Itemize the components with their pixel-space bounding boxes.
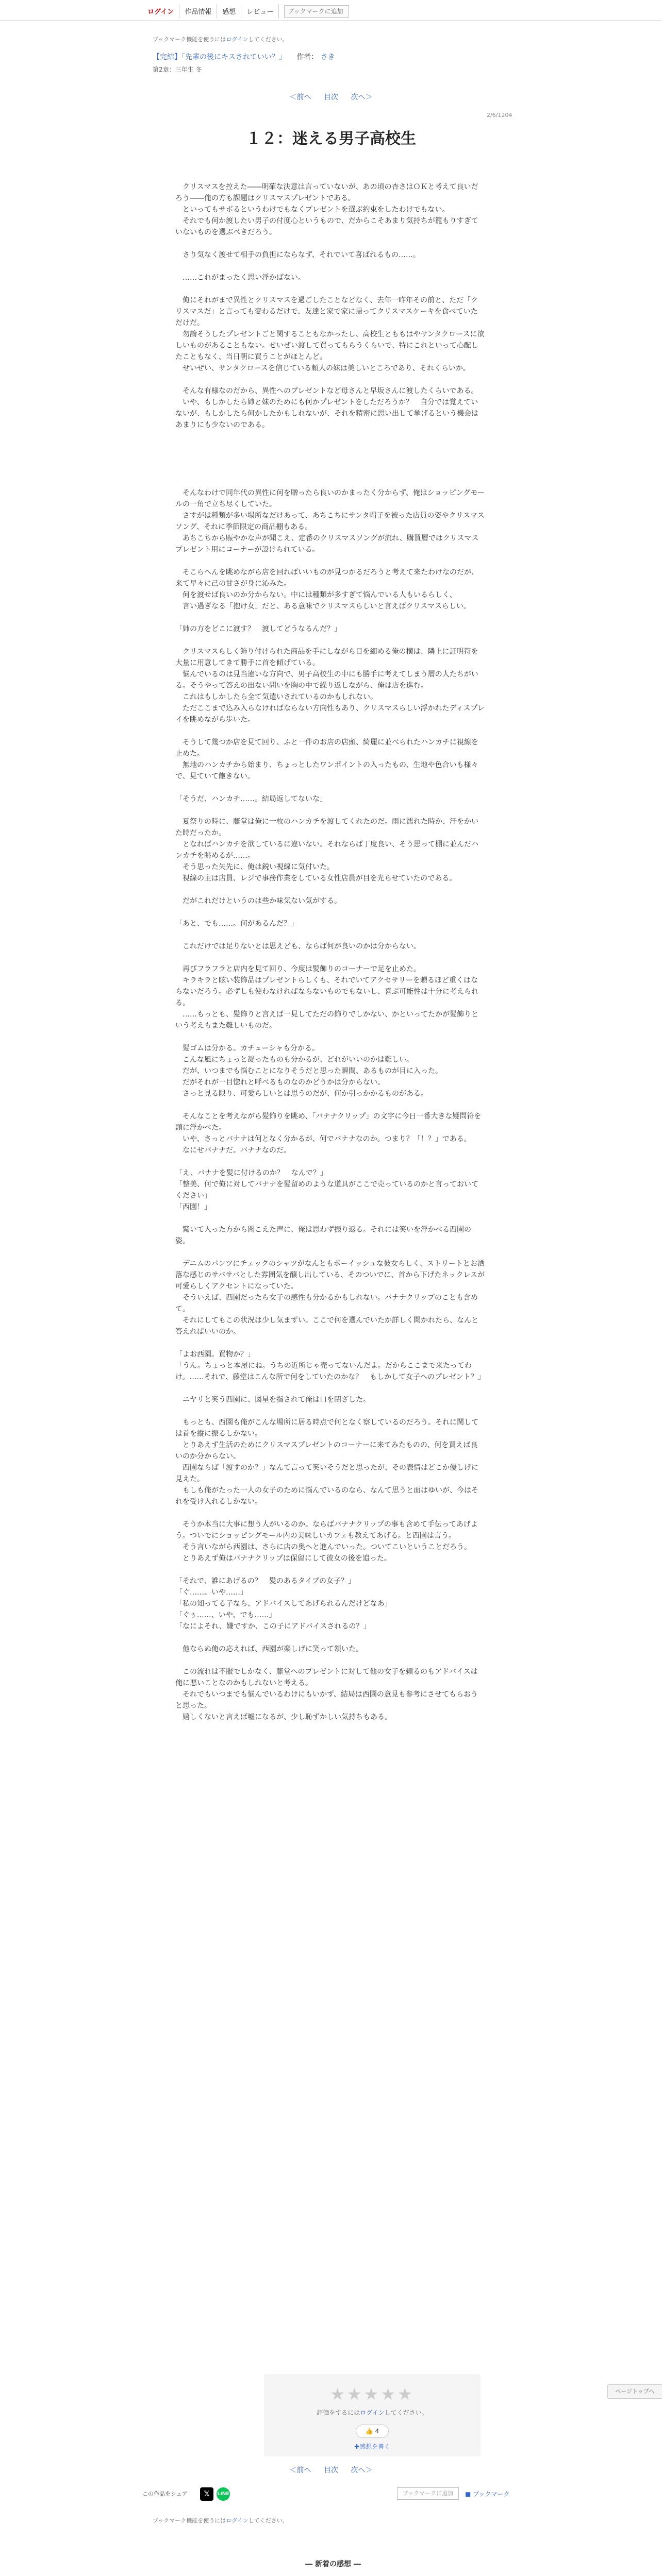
next-link[interactable]: 次へ＞ — [351, 93, 373, 101]
body-paragraph: 「姉の方をどこに渡す？ 渡してどうなるんだ？」 — [175, 625, 341, 633]
body-paragraph: クリスマスらしく飾り付けられた商品を手にしながら目を細める俺の横は、隣上に証明符を大量に用意してきて勝手に首を傾げている。 悩んでいるのは見当違いな方向で、男子高校生の中にも勝手に考えてしまう層の人たちがいる。そうやって答えの出ない問いを胸の中で繰り返しながら、俺は店を進む。 これはもしかしたら全て気遣いされているのかもしれない。 ただここまで込み入らなければならない方向性もあり、クリスマスらしい浮かれたディスプレイを眺めながら歩いた。 — [175, 648, 485, 724]
body-paragraph: 他ならぬ俺の応えれば、西園が楽しげに笑って頷いた。 — [175, 1645, 363, 1653]
body-paragraph: そうか本当に大事に想う人がいるのか。ならばバナナクリップの事も含めて手伝ってあげよう。ついでにショッピングモール内の美味しいカフェも教えてあげる。と西園は言う。 そう言いながら西園は、さらに店の奥へと進んでいった。ついてこいということだろう。 とりあえず俺はバナナクリップは保留にして彼女の後を追った。 — [175, 1520, 478, 1563]
bookmark-login-link[interactable]: ログイン — [226, 2517, 249, 2524]
body-paragraph: そうして幾つか店を見て回り、ふと一件のお店の店頭、綺麗に並べられたハンカチに視線を止めた。 無地のハンカチから始まり、ちょっとしたワンポイントの入ったもの、生地や色合いも様々で、見ていて飽きない。 — [175, 738, 478, 781]
body-paragraph: ニヤリと笑う西園に、図星を指されて俺は口を閉ざした。 — [175, 1396, 370, 1404]
toc-link[interactable]: 目次 — [324, 93, 338, 101]
next-link[interactable]: 次へ＞ — [351, 2466, 373, 2475]
rating-stars[interactable]: ★★★★★ — [330, 2384, 415, 2404]
review-section-title: ― 新着の感想 ― — [305, 2560, 361, 2568]
body-paragraph: 再びフラフラと店内を見て回り、今度は髪飾りのコーナーで足を止めた。 キラキラと眩い装飾品はプレゼントらしくも、それでいてアクセサリーを贈るほど重くはならないだろう。必ずしも使わなければならないものでもないし、喜ぶ可能性は十分に考えられる。 ……もっとも、髪飾りと言えば一見してただの飾りでしかない、かといってたかが髪飾りという考えもまた難しいものだ。 — [175, 965, 478, 1030]
share-label: この作品をシェア — [142, 2490, 188, 2497]
toc-link[interactable]: 目次 — [324, 2466, 338, 2475]
body-paragraph: この流れは不服でしかなく、藤堂へのプレゼントに対して他の女子を頼るのもアドバイスは俺に悪いことなのかもしれないと考える。 それでもいつまでも悩んでいるわけにもいかず、結局は西園の意見も参考にさせてもらおうと思った。 嬉しくないと言えば嘘になるが、少し恥ずかしい気持ちもある。 — [175, 1668, 478, 1721]
body-paragraph: ……これがまったく思い浮かばない。 — [175, 274, 305, 282]
publish-date: 2/6/1204 — [487, 112, 512, 118]
pager-bottom — [0, 2465, 662, 2475]
body-paragraph: 驚いて入った方から聞こえた声に、俺は思わず振り返る。それには笑いを浮かべる西園の姿。 — [175, 1226, 471, 1245]
author-label: 作者： — [296, 53, 319, 61]
body-paragraph: さり気なく渡せて相手の負担にならなず、それでいて喜ばれるもの……。 — [175, 251, 420, 259]
body-paragraph: 髪ゴムは分かる。カチューシャも分かる。 こんな風にちょっと凝ったものも分かるが、どれがいいのかは難しい。 だが、いつまでも悩むことになりそうだと思った瞬間、あるものが目に入った。 だがそれが一目惚れと呼べるものなのかどうかは分からない。 さっと見る限り、可愛らしいとは思うのだが、何か引っかかるものがある。 — [182, 1044, 442, 1098]
author-link[interactable]: さき — [320, 53, 335, 61]
line-share-icon[interactable]: LINE — [217, 2487, 230, 2501]
rating-box — [264, 2374, 481, 2456]
body-paragraph: もっとも、西園も俺がこんな場所に居る時点で何となく察しているのだろう。それに関しては首を縦に振るしかない。 とりあえず生活のためにクリスマスプレゼントのコーナーに来てみたものの、何を買えば良いのか分からない。 西園ならば「渡すのか？」なんて言って笑いそうだと思ったが、その表情はどこか優しげに見えた。 もしも俺がたった一人の女子のために悩んでいるのなら、なんて思うと面はゆいが、今はそれを受け入れるしかない。 — [175, 1418, 478, 1506]
body-paragraph: そんなことを考えながら髪飾りを眺め、「バナナクリップ」の文字に今日一番大きな疑問符を頭に浮かべた。 いや、さっとバナナは何となく分かるが、何でバナナなのか。つまり？「！？」である。 なにせバナナだ。バナナなのだ。 — [175, 1112, 482, 1155]
page-top-button[interactable]: ページトップへ — [607, 2384, 662, 2399]
rating-login-link[interactable]: ログイン — [360, 2409, 385, 2416]
like-button[interactable] — [356, 2425, 389, 2438]
body-paragraph: 「あと、でも……。何があるんだ？」 — [175, 920, 298, 928]
review-section — [153, 2534, 514, 2569]
bookmark-notice: ブックマーク機能を使うにはログインしてください。 — [153, 36, 288, 43]
site-header — [0, 0, 662, 21]
series-title-link[interactable]: 【完結】「先輩の後にキスされていい？」 — [153, 53, 286, 61]
prev-link[interactable]: ＜前へ — [289, 93, 311, 101]
bookmark-login-link[interactable]: ログイン — [226, 36, 249, 43]
bookmark-button[interactable]: ブックマークに追加 — [397, 2487, 459, 2500]
body-paragraph: そんな有様なのだから、異性へのプレゼントなど母さんと早坂さんに渡したくらいである。 いや、もしかしたら姉と妹のためにも何かプレゼントをしただろうか？ 自分では覚えていないが、もしかしたら何かしたかもしれないが、それを精密に思い出して挙げるという機会はあまりにも少ないのである。 — [175, 387, 478, 429]
pager-top — [0, 92, 662, 102]
bookmark-add-input[interactable] — [284, 5, 349, 18]
thumbs-up-icon: 👍 — [365, 2428, 373, 2435]
body-paragraph: 「そうだ、ハンカチ……。結局返してないな」 — [175, 795, 327, 803]
login-link[interactable]: ログイン — [142, 4, 179, 18]
novel-body — [175, 181, 485, 1723]
nav-impressions[interactable]: 感想 — [217, 4, 241, 18]
bookmark-notice-bottom: ブックマーク機能を使うにはログインしてください。 — [153, 2517, 288, 2524]
rating-hint: 評価をするにはログインしてください。 — [317, 2409, 428, 2416]
header-nav — [142, 4, 349, 18]
nav-reviews[interactable]: レビュー — [241, 4, 279, 18]
prev-link[interactable]: ＜前へ — [289, 2466, 311, 2475]
body-paragraph: クリスマスを控えた――明確な決意は言っていないが、あの頃の杏さはＯＫと考えて良いだろう――俺の方も課題はクリスマスプレゼントである。 といってもサボるというわけでもなくプレゼントを選ぶ約束をしたわけでもない。 それでも何か渡したい男子の付度心というもので、だからこそあまり気持ちが籠もりすぎていないものを選ぶべきだろう。 — [175, 183, 478, 236]
like-count: 4 — [375, 2428, 379, 2435]
chapter-group: 第2章：三年生 冬 — [153, 66, 202, 73]
body-paragraph: そんなわけで同年代の異性に何を贈ったら良いのかまったく分からず、俺はショッピングモールの一角で立ち尽くしていた。 さすがは種類が多い場所なだけあって、あちこちにサンタ帽子を被った店員の姿やクリスマスソング、それに季節限定の商品棚もある。 あちこちから賑やかな声が聞こえ、定番のクリスマスソングが流れ、購買層ではクリスマスプレゼント用にコーナーが設けられている。 — [175, 489, 485, 554]
novel-info — [153, 52, 514, 74]
body-paragraph: 俺にそれがまで異性とクリスマスを過ごしたことなどなく、去年一昨年その前と、ただ「クリスマスだ」と言っても変わるだけで、友達と家で家に帰ってクリスマスケーキを食べていただけだ。 勿論そうしたプレゼントごと関することもなかったし、高校生とももはやサンタクロースに欲しいものがあることもない。せいぜい渡して買ってもらうくらいで、特にこれといって心配したこともなく、当日朝に買うことがほとんど。 せいぜい、サンタクロースを信じている頼人の妹は美しいところであり、それくらいか。 — [175, 296, 485, 372]
body-paragraph: そこらへんを眺めながら店を回ればいいものが見つかるだろうと考えて来たわけなのだが、来て早々に己の甘さが身に沁みた。 何を渡せば良いのか分からない。中には種類が多すぎて悩んでいる人もいるらしく、 言い過ぎなる「抱け女」だと、ある意味でクリスマスらしいと言えばクリスマスらしい。 — [175, 568, 478, 611]
nav-work-info[interactable]: 作品情報 — [179, 4, 217, 18]
x-share-icon[interactable]: 𝕏 — [200, 2487, 213, 2501]
body-paragraph: デニムのパンツにチェックのシャツがなんともボーイッシュな彼女らしく、ストリートとお洒落な感じのサバサバとした雰囲気を醸し出している、そのついでに、首から下げたネックレスが可愛らしくアクセントになっていた。 そういえば、西園だったら女子の感性も分かるかもしれない。バナナクリップのことも含めて。 それにしてもこの状況は少し気まずい。ここで何を選んでいたか詳しく聞かれたら、なんと答えればいいのか。 — [175, 1260, 485, 1336]
bookmark-link[interactable]: ■ ブックマーク — [465, 2490, 510, 2498]
body-paragraph: だがこれだけというのは些か味気ない気がする。 — [175, 897, 341, 905]
body-paragraph: 「それで、誰にあげるの？ 髪のあるタイプの女子？」 「ぐ……。いや……」 「私の知ってる子なら、アドバイスしてあげられるんだけどなあ」 「ぐぅ……、いや、でも……」 「なによそれ、嫌ですか、この子にアドバイスされるの？」 — [175, 1577, 392, 1631]
body-paragraph: 「え、バナナを髪に付けるのか？ なんで？」 「整美、何で俺に対してバナナを髪留めのような道具がここで売っているのかと言っておいてください」 「西園！」 — [175, 1169, 478, 1211]
body-paragraph: 「よお西園。買物か？」 「うん。ちょっと本屋にね。うちの近所じゃ売ってないんだよ。だからここまで来たってわけ。……それで、藤堂はこんな所で何をしていたのかな？ もしかして女子へのプレゼント？」 — [175, 1350, 485, 1381]
share-bar — [142, 2483, 514, 2504]
chapter-title: １２：迷える男子高校生 — [246, 130, 416, 148]
body-paragraph: 夏祭りの時に、藤堂は俺に一枚のハンカチを渡してくれたのだ。雨に濡れた時か、汗をかいた時だったか。 となればハンカチを欲しているに違いない。それならば丁度良い、そう思って棚に並んだハンカチを眺めるが……。 そう思った矢先に、俺は鋭い視線に気付いた。 視線の主は店員、レジで事務作業をしている女性店員が目を光らせていたのである。 — [175, 818, 478, 883]
body-paragraph: これだけでは足りないとは思えども、ならば何が良いのかは分からない。 — [175, 942, 421, 951]
write-impression-link[interactable]: ✚感想を書く — [354, 2443, 391, 2450]
